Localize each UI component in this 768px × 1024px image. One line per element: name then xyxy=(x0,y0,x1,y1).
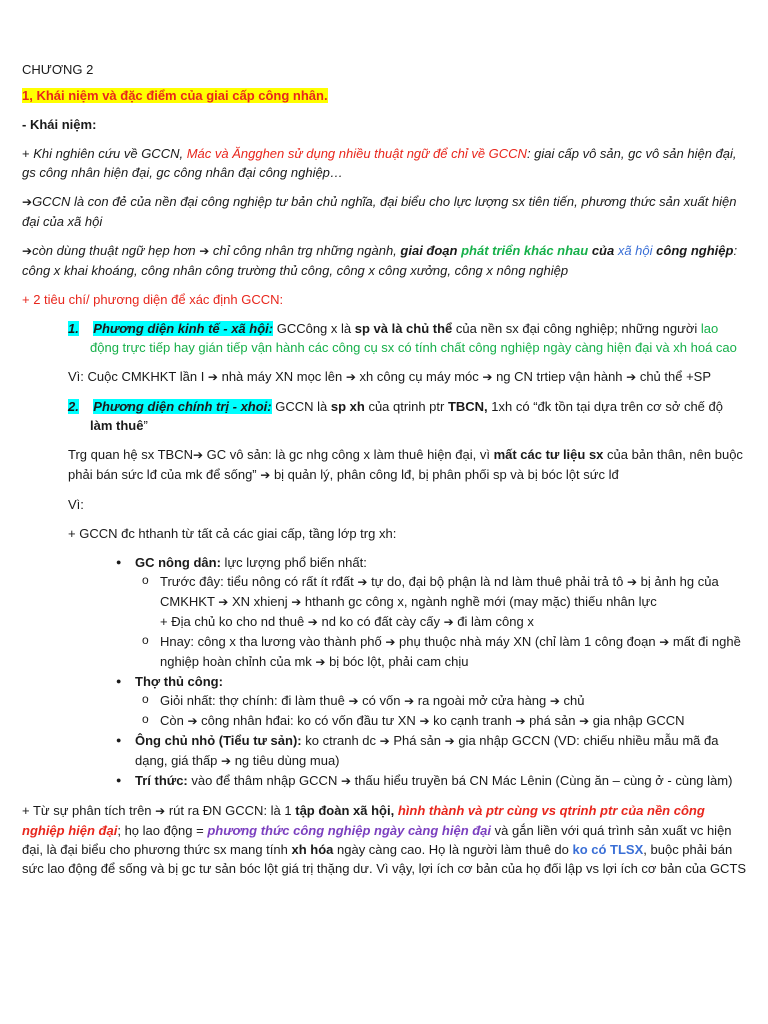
text: sp xh xyxy=(330,399,365,414)
text: Mác và Ăngghen sử dụng nhiều thuật ngữ để chỉ về GCCN xyxy=(186,146,527,161)
text: Trg quan hệ sx TBCN xyxy=(68,447,193,462)
list-item-small-owners xyxy=(22,731,748,771)
because-economic xyxy=(22,367,748,387)
text: phương thức công nghiệp ngày càng hiện đại xyxy=(207,823,492,838)
text: Vì: Cuộc CMKHKT lần I xyxy=(68,369,208,384)
text: ng CN trtiep vận hành xyxy=(492,369,627,384)
text: : công x khai khoáng, công nhân công trường thủ công, công x công xưởng, công x nông nghiệp xyxy=(22,243,738,278)
arrow-icon: ➔ xyxy=(404,694,415,708)
arrow-icon: ➔ xyxy=(193,448,204,462)
text: ra ngoài mở cửa hàng xyxy=(414,693,550,708)
text: Trí thức: xyxy=(135,773,188,788)
source-list xyxy=(22,553,748,791)
arrow-icon: ➔ xyxy=(443,615,454,629)
criterion-political xyxy=(22,397,748,435)
arrow-icon: ➔ xyxy=(482,370,493,384)
arrow-icon: ➔ xyxy=(345,370,356,384)
text: chủ xyxy=(559,693,585,708)
criterion-economic-number: 1. xyxy=(68,321,79,336)
paragraph-definition xyxy=(22,192,748,231)
text: hthanh gc công x, ngành nghề mới (may mặc) thiếu nhân lực xyxy=(301,594,657,609)
arrow-icon: ➔ xyxy=(444,734,455,748)
text: ” xyxy=(143,418,148,433)
arrow-icon: ➔ xyxy=(379,734,390,748)
text: Khi nghiên cứu về GCCN, xyxy=(33,146,187,161)
text: + xyxy=(22,146,34,161)
text: phụ thuộc nhà máy XN (chỉ làm 1 công đoạn xyxy=(395,634,660,649)
text: : giai cấp vô sản, gc vô sản hiện đại, gs công nhân hiện đại, gc công nhân đại công nghiệp… xyxy=(22,146,737,180)
text: công nghiệp xyxy=(652,243,734,258)
text: phá sản xyxy=(525,713,580,728)
arrow-icon: ➔ xyxy=(22,195,33,209)
arrow-icon: ➔ xyxy=(419,714,430,728)
chapter-title: CHƯƠNG 2 xyxy=(22,62,94,77)
text: đi làm công x xyxy=(453,614,534,629)
text: lao động trực tiếp hay gián tiếp vận hành các công cụ sx có tính chất công nghiệp ngày càng hiện đại và xh hoá cao xyxy=(90,321,737,355)
text: còn dùng thuật ngữ hẹp hơn xyxy=(32,243,200,258)
arrow-icon: ➔ xyxy=(291,595,302,609)
list-item-artisans xyxy=(22,672,748,691)
text: , buộc phải bán sức lao động để sống và bị gc tư sản bóc lột giá trị thặng dư. Vì vậy, lợi ích cơ bản của họ đối lập vs lợi ích cơ bản của GCTS xyxy=(22,842,747,876)
arrow-icon: ➔ xyxy=(221,754,232,768)
document-page xyxy=(22,60,748,878)
criterion-economic-title: Phương diện kinh tế - xã hội: xyxy=(93,321,274,336)
text: GC nông dân: xyxy=(135,555,221,570)
text: của nền sx đại công nghiệp; những người xyxy=(452,321,701,336)
text: bị ảnh hg của CMKHKT xyxy=(160,574,719,609)
arrow-icon: ➔ xyxy=(187,714,198,728)
section-heading xyxy=(22,86,748,105)
text: và gắn liền với quá trình sản xuất vc hiện đại, là đại biểu cho phương thức sx mang tính xyxy=(22,823,732,857)
text: ko cạnh tranh xyxy=(429,713,516,728)
arrow-icon: ➔ xyxy=(340,774,352,788)
paragraph-narrow-term xyxy=(22,241,748,280)
list-item-farmers xyxy=(22,553,748,572)
text: chủ thể +SP xyxy=(636,369,712,384)
arrow-icon: ➔ xyxy=(315,655,326,669)
text: chỉ công nhân trg những ngành, xyxy=(209,243,401,258)
text: Giỏi nhất: thợ chính: đi làm thuê xyxy=(160,693,349,708)
text: XN xhienj xyxy=(228,594,292,609)
text: bị bóc lột, phải cam chịu xyxy=(325,654,469,669)
arrow-icon: ➔ xyxy=(626,370,637,384)
text: vào để thâm nhập GCCN xyxy=(187,773,341,788)
text: bị quản lý, phân công lđ, bị phân phối sp và bị bóc lột sức lđ xyxy=(270,467,619,482)
section-heading-text: 1, Khái niệm và đặc điểm của giai cấp công nhân. xyxy=(22,88,328,103)
text: GC vô sản: là gc nhg công x làm thuê hiện đại, vì xyxy=(203,447,494,462)
text: nd ko có đất cày cấy xyxy=(317,614,444,629)
text: tự do, đại bộ phận là nd làm thuê phải trả tô xyxy=(367,574,627,589)
text: giai đoạn xyxy=(400,243,462,258)
arrow-icon: ➔ xyxy=(357,575,368,589)
paragraph-relations xyxy=(22,445,748,485)
criterion-political-title: Phương diện chính trị - xhoi: xyxy=(93,399,272,414)
criterion-economic xyxy=(22,319,748,357)
arrow-icon: ➔ xyxy=(199,244,210,258)
sub-item-farmers-before xyxy=(22,572,748,612)
arrow-icon: ➔ xyxy=(385,635,396,649)
text: của bản thân, nên buộc phải bán sức lđ của mk để sống” xyxy=(68,447,743,482)
concept-label: - Khái niệm: xyxy=(22,117,97,132)
text: xh hóa xyxy=(291,842,334,857)
arrow-icon: ➔ xyxy=(515,714,526,728)
text: gia nhập GCCN xyxy=(589,713,685,728)
text: công nhân hđai: ko có vốn đầu tư XN xyxy=(197,713,420,728)
arrow-icon: ➔ xyxy=(549,694,560,708)
sub-item-farmers-landlord xyxy=(22,612,748,632)
text: TBCN, xyxy=(447,399,488,414)
text: của xyxy=(588,243,618,258)
arrow-icon: ➔ xyxy=(579,714,590,728)
text: Còn xyxy=(160,713,188,728)
arrow-icon: ➔ xyxy=(260,468,271,482)
paragraph-conclusion xyxy=(22,801,748,878)
text: của qtrinh ptr xyxy=(364,399,448,414)
text: mất đi nghề nghiệp hoàn chỉnh của mk xyxy=(160,634,741,669)
sub-item-artisans-best xyxy=(22,691,748,711)
text: Phá sản xyxy=(389,733,445,748)
text: Thợ thủ công: xyxy=(135,674,223,689)
arrow-icon: ➔ xyxy=(155,804,166,818)
sub-item-artisans-rest xyxy=(22,711,748,731)
text: + Từ sự phân tích trên xyxy=(22,803,156,818)
text: GCCông x là xyxy=(273,321,355,336)
text: 1xh có “đk tồn tại dựa trên cơ sở chế độ xyxy=(487,399,723,414)
text: ng tiêu dùng mua) xyxy=(231,753,340,768)
text: Hnay: công x tha lương vào thành phố xyxy=(160,634,386,649)
text: GCCN là con đẻ của nền đại công nghiệp tư bản chủ nghĩa, đại biểu cho lực lượng sx tiên tiến, phương thức sản xuất hiện đại của xã hội xyxy=(22,194,737,229)
text: nhà máy XN mọc lên xyxy=(217,369,346,384)
sub-item-farmers-now xyxy=(22,632,748,672)
because-political: Vì: xyxy=(68,497,84,512)
arrow-icon: ➔ xyxy=(659,635,670,649)
text: làm thuê xyxy=(90,418,144,433)
text: ngày càng cao. Họ là người làm thuê do xyxy=(333,842,573,857)
text: ; họ lao động = xyxy=(117,823,208,838)
text: sp và là chủ thể xyxy=(354,321,453,336)
text: ko ctranh dc xyxy=(301,733,380,748)
arrow-icon: ➔ xyxy=(22,244,33,258)
text: phát triển khác nhau xyxy=(461,243,589,258)
text: tập đoàn xã hội, xyxy=(295,803,395,818)
text: ko có TLSX xyxy=(572,842,644,857)
arrow-icon: ➔ xyxy=(207,370,218,384)
text: GCCN là xyxy=(271,399,331,414)
text: gia nhập GCCN (VD: chiếu nhiều mẫu mã đa dạng, giá thấp xyxy=(135,733,719,768)
text: mất các tư liệu sx xyxy=(493,447,604,462)
paragraph-formation: + GCCN đc hthanh từ tất cả các giai cấp, tầng lớp trg xh: xyxy=(68,526,397,541)
criteria-line: + 2 tiêu chí/ phương diện để xác định GCCN: xyxy=(22,292,284,307)
text: lực lượng phổ biến nhất: xyxy=(220,555,367,570)
list-item-intellectuals xyxy=(22,771,748,791)
arrow-icon: ➔ xyxy=(626,575,638,589)
text: hình thành và ptr cùng vs qtrinh ptr của nền công nghiệp hiện đại xyxy=(22,803,705,838)
text: rút ra ĐN GCCN: là 1 xyxy=(165,803,296,818)
text: có vốn xyxy=(358,693,405,708)
paragraph-terms xyxy=(22,144,748,182)
text: Trước đây: tiểu nông có rất ít rđất xyxy=(160,574,358,589)
text: thấu hiểu truyền bá CN Mác Lênin (Cùng ăn – cùng ở - cùng làm) xyxy=(351,773,733,788)
arrow-icon: ➔ xyxy=(348,694,359,708)
text: Ông chủ nhỏ (Tiểu tư sản): xyxy=(135,733,302,748)
text: xh công cụ máy móc xyxy=(355,369,483,384)
text: xã hội xyxy=(617,243,653,258)
arrow-icon: ➔ xyxy=(218,595,229,609)
text: + Địa chủ ko cho nd thuê xyxy=(160,614,308,629)
arrow-icon: ➔ xyxy=(307,615,318,629)
criterion-political-number: 2. xyxy=(68,399,79,414)
